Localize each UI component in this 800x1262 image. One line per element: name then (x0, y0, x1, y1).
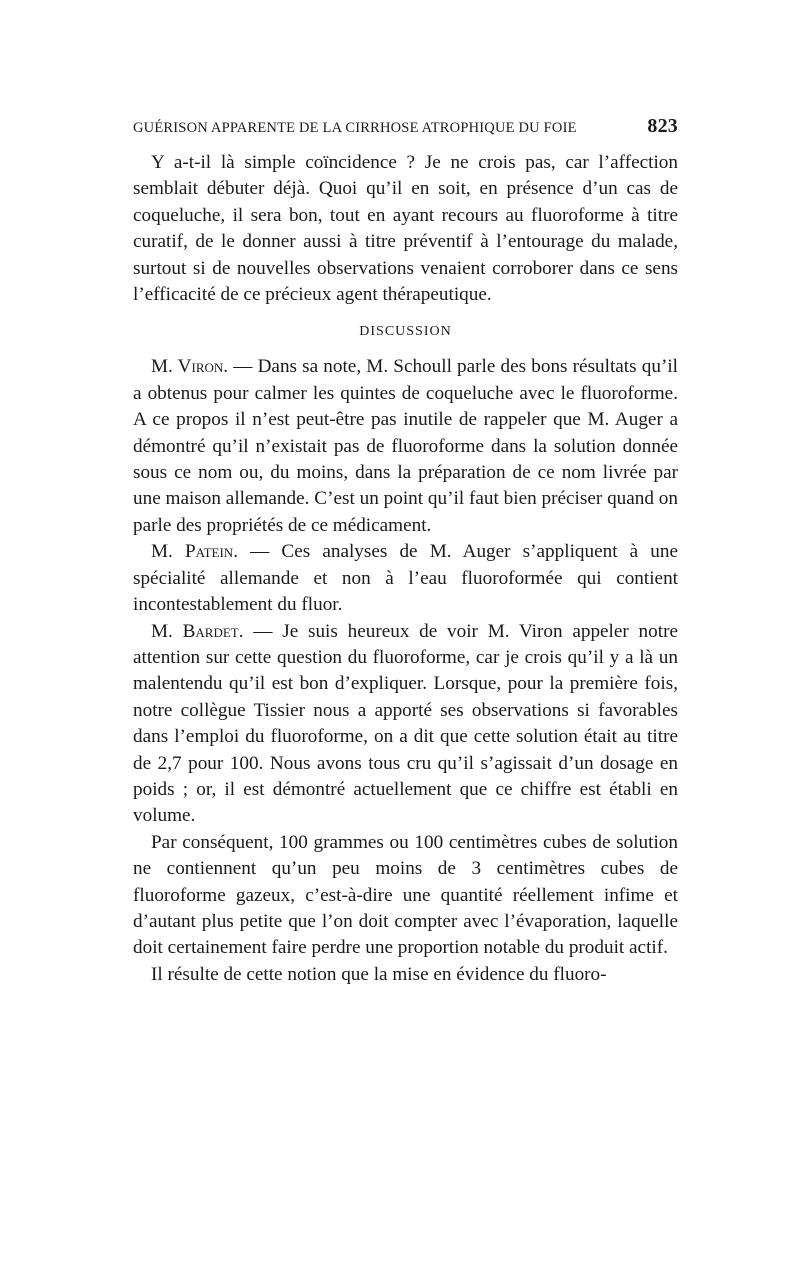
speaker-text: — Ces analyses de M. Auger s’appliquent à une spécialité allemande et non à l’eau fluoroformée qui contient incontestablement du fluor. (133, 541, 678, 616)
intro-paragraph: Y a-t-il là simple coïncidence ? Je ne crois pas, car l’affection semblait débuter déjà. Quoi qu’il en soit, en présence d’un cas de coqueluche, il sera bon, tout en ayant recours au fluoroforme à titre curatif, de le donner aussi à titre préventif à l’entourage du malade, surtout si de nouvelles observations venaient corroborer dans ce sens l’efficacité de ce précieux agent thérapeutique. (133, 152, 678, 306)
speaker-name: M. Patein. (151, 541, 238, 563)
speaker-text: — Dans sa note, M. Schoull parle des bons résultats qu’il a obtenus pour calmer les quintes de coqueluche avec le fluoroforme. A ce propos il n’est peut-être pas inutile de rappeler que M. Auger a démontré qu’il n’existait pas de fluoroforme dans la solution donnée sous ce nom ou, du moins, dans la préparation de ce nom livrée par une maison allemande. C’est un point qu’il faut bien préciser quand on parle des propriétés de ce médicament. (133, 356, 678, 536)
body-paragraph: Par conséquent, 100 grammes ou 100 centimètres cubes de solution ne contiennent qu’un peu moins de 3 centimètres cubes de fluoroforme gazeux, c’est-à-dire une quantité réellement infime et d’autant plus petite que l’on doit compter avec l’évaporation, laquelle doit certainement faire perdre une proportion notable du produit actif. (133, 831, 678, 959)
page-number: 823 (647, 115, 678, 137)
running-title: GUÉRISON APPARENTE DE LA CIRRHOSE ATROPHIQUE DU FOIE (133, 120, 577, 136)
discussion-paragraph-viron (133, 354, 678, 539)
speaker-name: M. Viron. (151, 356, 229, 378)
page-body (133, 150, 678, 988)
section-heading: DISCUSSION (359, 324, 452, 340)
speaker-text: — Je suis heureux de voir M. Viron appeler notre attention sur cette question du fluoroforme, car je crois qu’il y a là un malentendu qu’il est bon d’expliquer. Lorsque, pour la première fois, notre collègue Tissier nous a apporté ses observations si favorables dans l’emploi du fluoroforme, on a dit que cette solution était au titre de 2,7 pour 100. Nous avons tous cru qu’il s’agissait d’un dosage en poids ; or, il est démontré actuellement que ce chiffre est établi en volume. (133, 620, 678, 827)
running-header (133, 115, 678, 138)
body-paragraph: Il résulte de cette notion que la mise en évidence du fluoro- (151, 963, 607, 985)
speaker-name: M. Bardet. (151, 620, 244, 642)
discussion-paragraph-bardet (133, 619, 678, 830)
discussion-paragraph-patein (133, 539, 678, 618)
